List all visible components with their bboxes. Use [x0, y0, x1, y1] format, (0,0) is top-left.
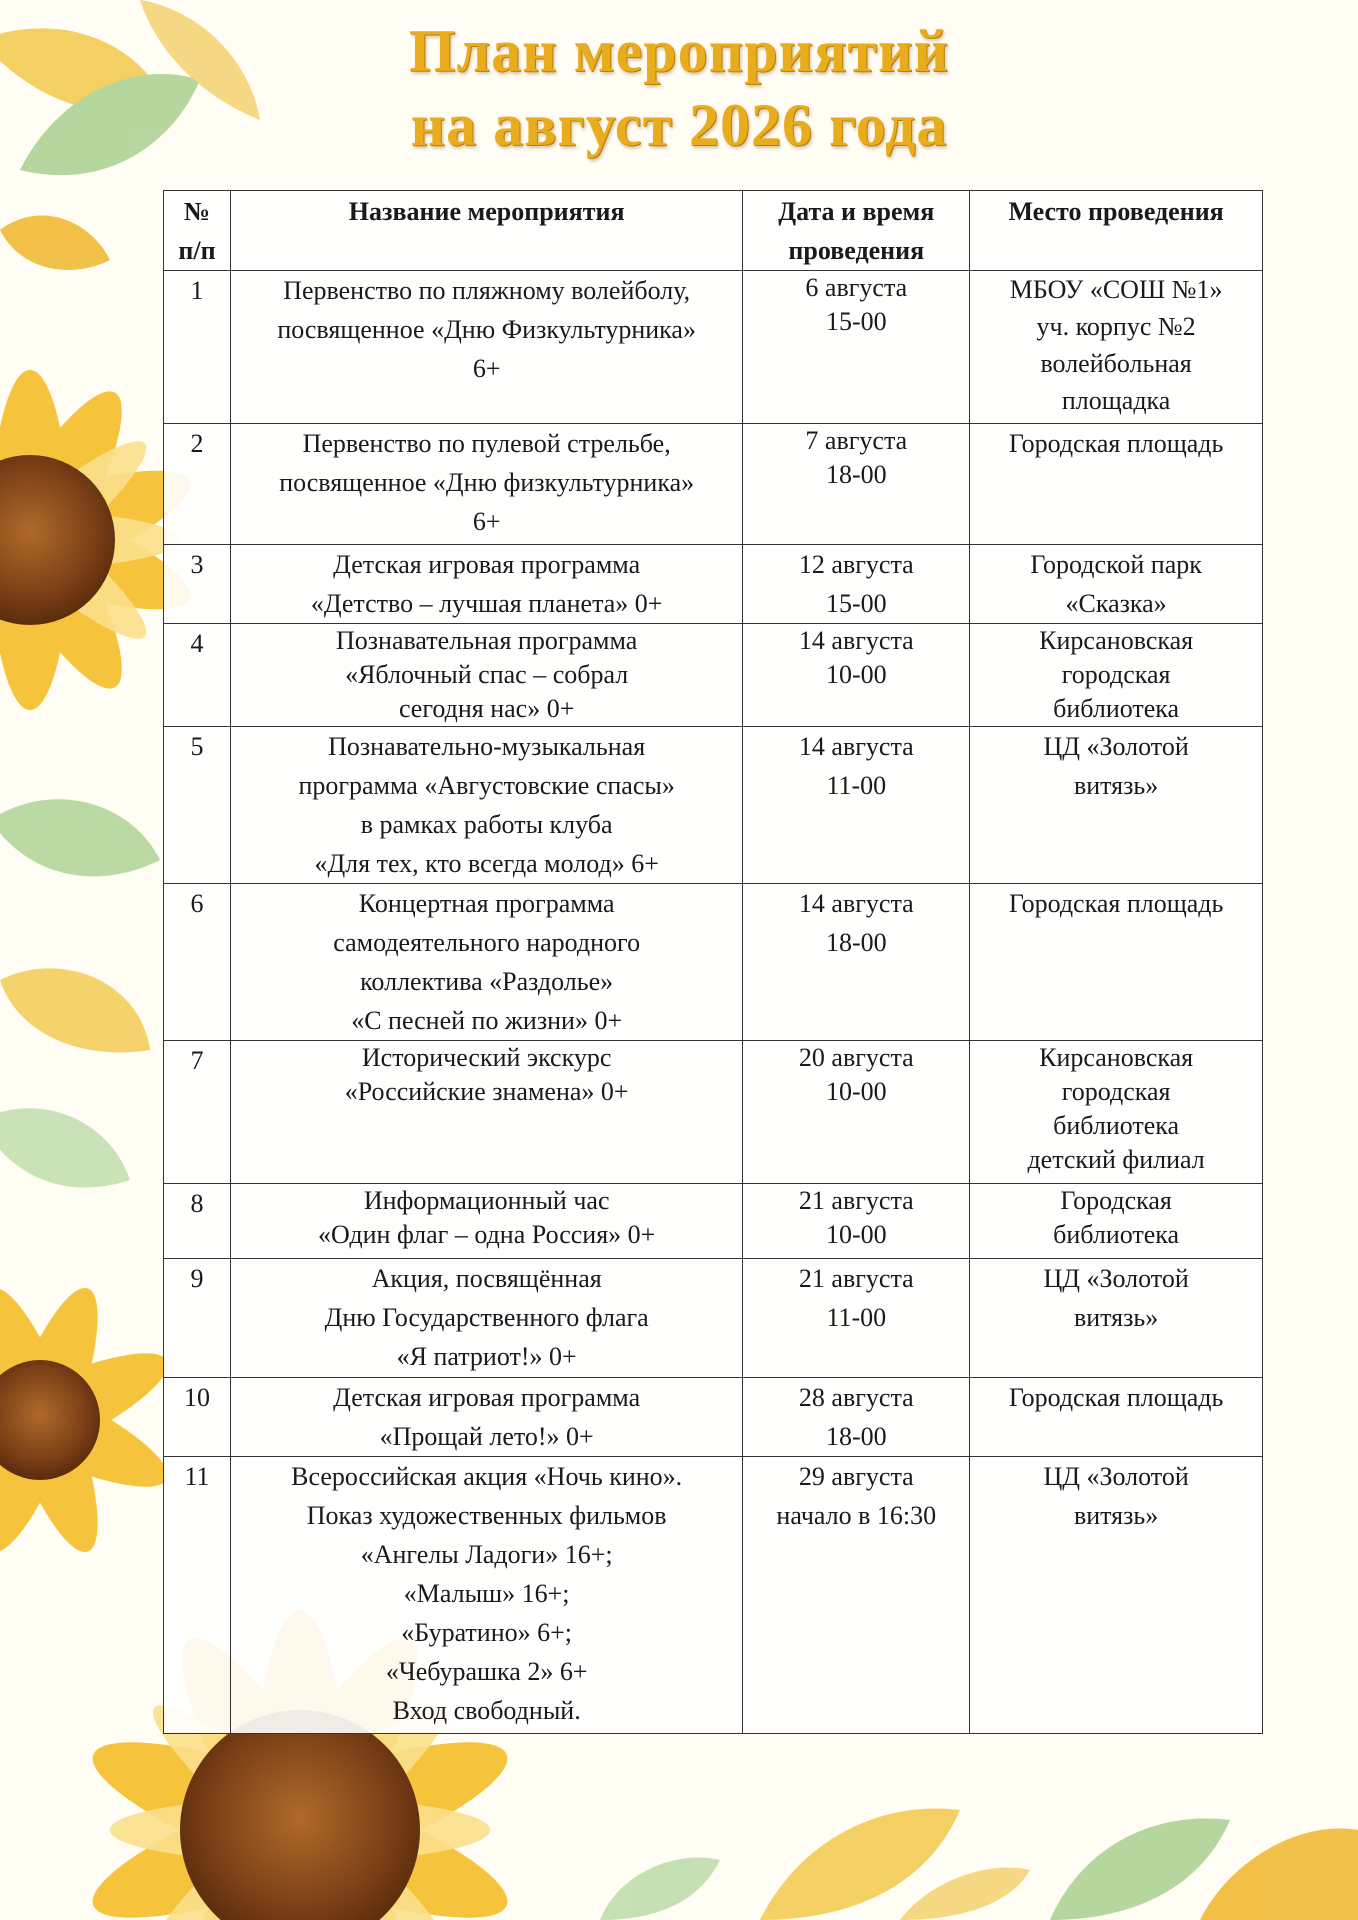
event-name-line: Первенство по пляжному волейболу,	[283, 276, 691, 305]
cell-date-time	[743, 884, 970, 1041]
date-line: 7 августа	[805, 426, 908, 455]
event-name-line: Познавательно-музыкальная	[328, 732, 646, 761]
event-name-line: Дню Государственного флага	[324, 1303, 649, 1332]
table-row	[164, 271, 1263, 424]
place-line: волейбольная	[1040, 349, 1192, 378]
table-row	[164, 1378, 1263, 1457]
table-header-row	[164, 191, 1263, 271]
cell-number: 1	[164, 271, 231, 424]
header-text: мероприятия	[467, 197, 625, 226]
cell-place	[970, 1457, 1263, 1734]
events-table	[163, 190, 1263, 1734]
time-line: 11-00	[826, 1303, 887, 1332]
event-name-line: «Прощай лето!» 0+	[379, 1422, 594, 1451]
sunflower-left-lower	[0, 1277, 181, 1563]
header-text: Название	[348, 197, 461, 226]
event-name-line: «С песней по жизни» 0+	[351, 1006, 623, 1035]
event-name-line: «Российские знамена» 0+	[344, 1077, 629, 1106]
event-name-line: посвященное «Дню Физкультурника»	[277, 315, 696, 344]
event-name-line: «Я патриот!» 0+	[396, 1342, 577, 1371]
date-line: 12 августа	[798, 550, 914, 579]
event-name-line: программа «Августовские спасы»	[298, 771, 675, 800]
time-line: 10-00	[825, 660, 887, 689]
cell-number: 4	[164, 624, 231, 727]
time-line: 15-00	[825, 589, 887, 618]
cell-number: 3	[164, 545, 231, 624]
event-name-line: «Один флаг – одна Россия» 0+	[317, 1220, 656, 1249]
date-line: 21 августа	[798, 1186, 914, 1215]
cell-date-time	[743, 1457, 970, 1734]
event-name-line: Акция, посвящённая	[371, 1264, 602, 1293]
cell-date-time	[743, 1184, 970, 1259]
place-line: Городская площадь	[1008, 1383, 1224, 1412]
cell-event-name	[230, 271, 742, 424]
cell-date-time	[743, 424, 970, 545]
header-date-time	[743, 191, 970, 271]
cell-place	[970, 424, 1263, 545]
place-line: площадка	[1061, 386, 1171, 415]
cell-event-name	[230, 1378, 742, 1457]
cell-date-time	[743, 271, 970, 424]
header-text: проведения	[788, 236, 925, 265]
date-line: 20 августа	[798, 1043, 914, 1072]
cell-event-name	[230, 1184, 742, 1259]
time-line: 18-00	[825, 928, 887, 957]
cell-event-name	[230, 624, 742, 727]
table-row	[164, 545, 1263, 624]
cell-number: 5	[164, 727, 231, 884]
event-name-line: Первенство по пулевой стрельбе,	[302, 429, 671, 458]
cell-place	[970, 271, 1263, 424]
header-text: №	[183, 197, 211, 226]
event-name-line: «Для тех, кто всегда молод» 6+	[314, 849, 659, 878]
event-name-line: Исторический экскурс	[361, 1043, 612, 1072]
time-line: начало в 16:30	[776, 1501, 937, 1530]
event-name-line: «Ангелы Ладоги» 16+;	[360, 1540, 613, 1569]
cell-date-time	[743, 545, 970, 624]
time-line: 18-00	[825, 460, 887, 489]
table-row	[164, 1457, 1263, 1734]
place-line: библиотека	[1053, 1220, 1180, 1249]
cell-date-time	[743, 624, 970, 727]
event-name-line: Познавательная программа	[335, 626, 638, 655]
place-line: библиотека	[1053, 1111, 1180, 1140]
event-name-line: Детская игровая программа	[333, 1383, 641, 1412]
cell-place	[970, 727, 1263, 884]
place-line: городская	[1061, 1077, 1171, 1106]
cell-date-time	[743, 1041, 970, 1184]
place-line: МБОУ «СОШ №1»	[1009, 275, 1223, 304]
cell-place	[970, 1184, 1263, 1259]
place-line: детский филиал	[1027, 1145, 1205, 1174]
event-name-line: «Детство – лучшая планета» 0+	[310, 589, 663, 618]
event-name-line: 6+	[472, 354, 501, 383]
time-line: 15-00	[825, 307, 887, 336]
leaf-cluster-left	[0, 799, 160, 1187]
cell-place	[970, 1378, 1263, 1457]
event-name-line: «Малыш» 16+;	[403, 1579, 570, 1608]
event-name-line: посвященное «Дню физкультурника»	[279, 468, 695, 497]
title-line-2: на август 2026 года	[410, 92, 948, 158]
date-line: 14 августа	[798, 732, 914, 761]
event-name-line: «Чебурашка 2» 6+	[385, 1657, 588, 1686]
place-line: библиотека	[1053, 694, 1180, 723]
place-line: ЦД «Золотой	[1043, 1264, 1189, 1293]
time-line: 10-00	[825, 1220, 887, 1249]
place-line: ЦД «Золотой	[1043, 1462, 1189, 1491]
page-title	[0, 14, 1358, 162]
cell-event-name	[230, 727, 742, 884]
date-line: 29 августа	[798, 1462, 914, 1491]
header-text: п/п	[178, 236, 216, 265]
header-place	[970, 191, 1263, 271]
table-row	[164, 727, 1263, 884]
table-row	[164, 1184, 1263, 1259]
event-name-line: 6+	[472, 507, 501, 536]
event-name-line: сегодня нас» 0+	[398, 694, 575, 723]
time-line: 18-00	[825, 1422, 887, 1451]
date-line: 14 августа	[798, 889, 914, 918]
cell-number: 10	[164, 1378, 231, 1457]
title-line-1: План мероприятий	[408, 18, 950, 84]
cell-number: 7	[164, 1041, 231, 1184]
event-name-line: Показ художественных фильмов	[306, 1501, 667, 1530]
cell-date-time	[743, 1378, 970, 1457]
place-line: «Сказка»	[1065, 589, 1167, 618]
table-row	[164, 1041, 1263, 1184]
place-line: витязь»	[1073, 1303, 1159, 1332]
time-line: 10-00	[825, 1077, 887, 1106]
cell-place	[970, 624, 1263, 727]
cell-event-name	[230, 1259, 742, 1378]
header-number	[164, 191, 231, 271]
event-name-line: самодеятельного народного	[333, 928, 641, 957]
place-line: Городская	[1060, 1186, 1172, 1215]
place-line: Городской парк	[1030, 550, 1202, 579]
place-line: уч. корпус №2	[1036, 312, 1196, 341]
table-row	[164, 884, 1263, 1041]
cell-event-name	[230, 884, 742, 1041]
place-line: Кирсановская	[1039, 1043, 1194, 1072]
date-line: 6 августа	[805, 273, 908, 302]
event-name-line: Вход свободный.	[392, 1696, 581, 1725]
event-name-line: Концертная программа	[358, 889, 615, 918]
cell-event-name	[230, 1041, 742, 1184]
leaf-cluster-bottom-right	[600, 1808, 1358, 1920]
cell-number: 6	[164, 884, 231, 1041]
place-line: витязь»	[1073, 1501, 1159, 1530]
event-name-line: Всероссийская акция «Ночь кино».	[291, 1462, 683, 1491]
cell-number: 2	[164, 424, 231, 545]
cell-date-time	[743, 1259, 970, 1378]
date-line: 28 августа	[798, 1383, 914, 1412]
event-name-line: Информационный час	[363, 1186, 610, 1215]
event-name-line: Детская игровая программа	[333, 550, 641, 579]
table-row	[164, 424, 1263, 545]
event-name-line: в рамках работы клуба	[360, 810, 613, 839]
place-line: Кирсановская	[1039, 626, 1194, 655]
place-line: Городская площадь	[1008, 889, 1224, 918]
cell-place	[970, 884, 1263, 1041]
cell-place	[970, 1041, 1263, 1184]
date-line: 14 августа	[798, 626, 914, 655]
event-name-line: коллектива «Раздолье»	[360, 967, 614, 996]
event-name-line: «Буратино» 6+;	[401, 1618, 573, 1647]
place-line: городская	[1061, 660, 1171, 689]
place-line: витязь»	[1073, 771, 1159, 800]
cell-date-time	[743, 727, 970, 884]
header-text: проведения	[1087, 197, 1224, 226]
place-line: ЦД «Золотой	[1043, 732, 1189, 761]
cell-place	[970, 545, 1263, 624]
table-row	[164, 1259, 1263, 1378]
header-text: Дата и время	[778, 197, 935, 226]
table-row	[164, 624, 1263, 727]
header-text: Место	[1008, 197, 1082, 226]
event-name-line: «Яблочный спас – собрал	[345, 660, 629, 689]
cell-event-name	[230, 424, 742, 545]
place-line: Городская площадь	[1008, 429, 1224, 458]
time-line: 11-00	[826, 771, 887, 800]
cell-event-name	[230, 1457, 742, 1734]
cell-place	[970, 1259, 1263, 1378]
date-line: 21 августа	[798, 1264, 914, 1293]
cell-number: 9	[164, 1259, 231, 1378]
cell-event-name	[230, 545, 742, 624]
cell-number: 11	[164, 1457, 231, 1734]
header-event-name	[230, 191, 742, 271]
cell-number: 8	[164, 1184, 231, 1259]
